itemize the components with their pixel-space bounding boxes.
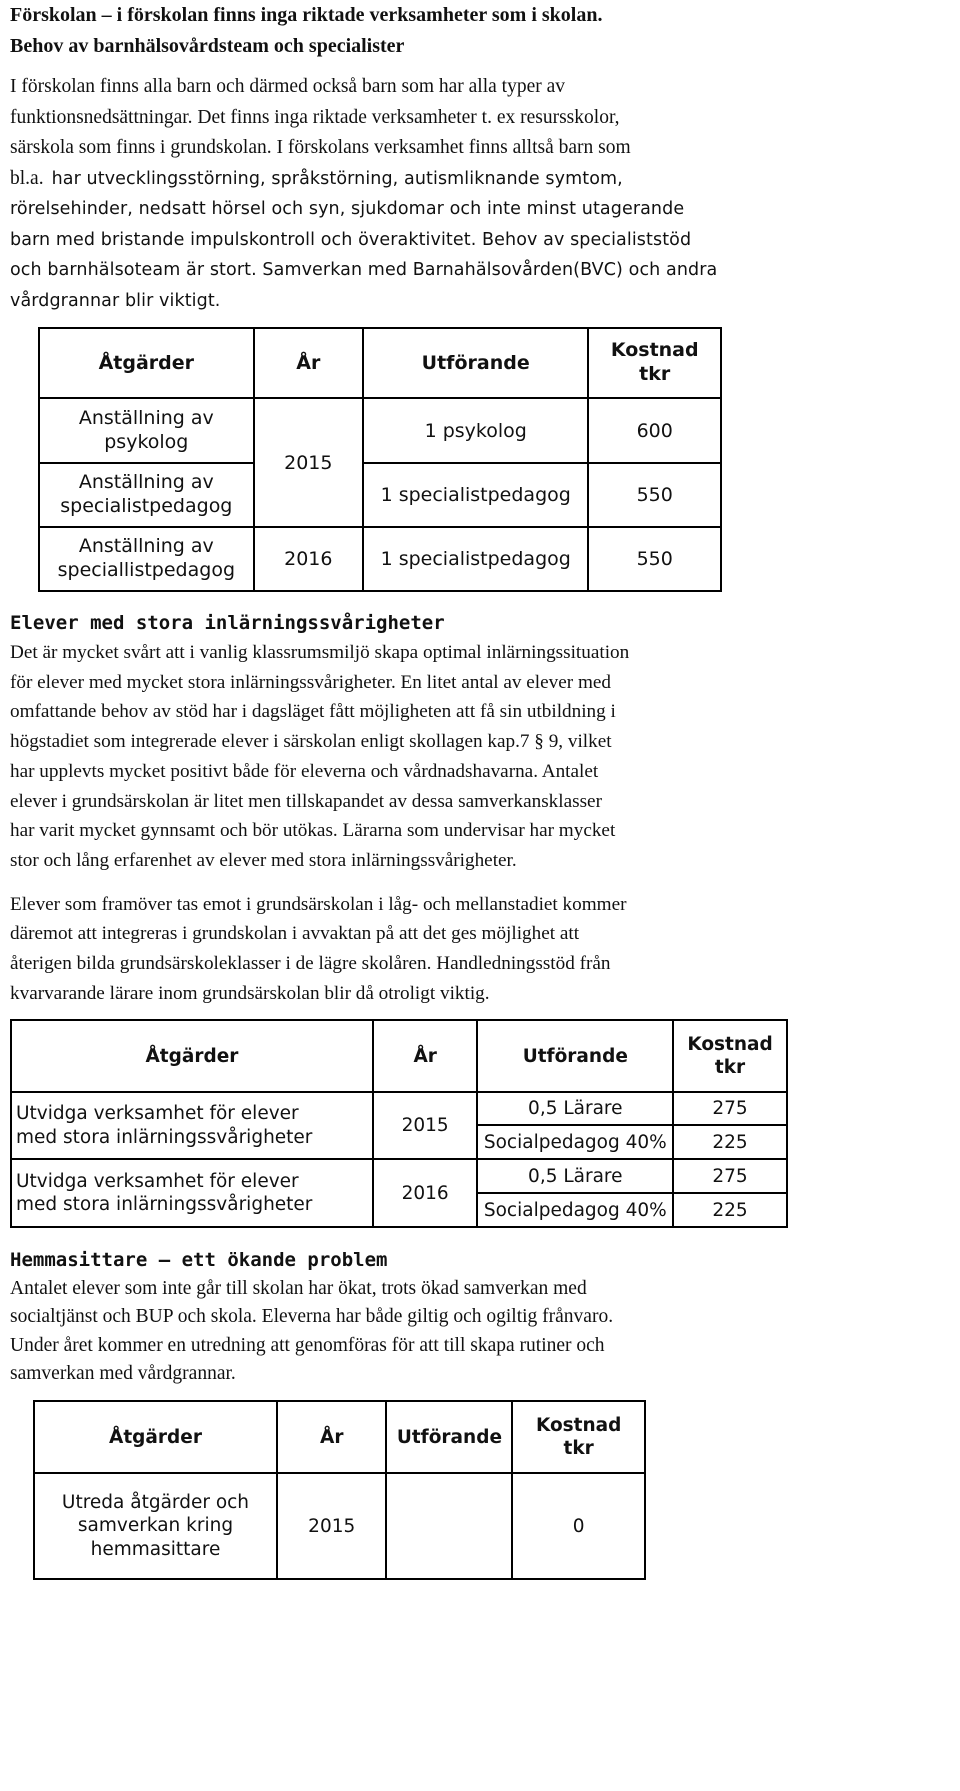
paragraph-line: samverkan med vårdgrannar. <box>10 1363 236 1385</box>
paragraph-line: funktionsnedsättningar. Det finns inga riktade verksamheter t. ex resursskolor, <box>10 106 620 128</box>
section-title-line-1: Förskolan – i förskolan finns inga riktade verksamheter som i skolan. <box>10 4 603 26</box>
cell-text: Anställning av <box>78 535 214 558</box>
cell-ar: 2015 <box>373 1092 478 1159</box>
header-atgarder: Åtgärder <box>34 1401 277 1473</box>
paragraph-line: Antalet elever som inte går till skolan har ökat, trots ökad samverkan med <box>10 1278 587 1299</box>
table-row <box>11 1159 787 1193</box>
cell-atgard <box>39 527 254 591</box>
cell-kostnad: 225 <box>673 1193 787 1227</box>
cell-text: Anställning av <box>78 471 214 494</box>
header-kostnad <box>673 1020 787 1092</box>
header-kostnad-l2: tkr <box>563 1438 594 1459</box>
cell-utforande: 0,5 Lärare <box>477 1159 673 1193</box>
header-kostnad <box>512 1401 645 1473</box>
cell-text: Utvidga verksamhet för elever <box>16 1103 299 1125</box>
cell-utforande: Socialpedagog 40% <box>477 1125 673 1159</box>
cell-atgard <box>11 1159 373 1227</box>
cell-utforande: 1 psykolog <box>363 398 588 463</box>
header-kostnad-l1: Kostnad <box>535 1414 622 1436</box>
cell-ar: 2015 <box>254 398 363 527</box>
paragraph-line: och barnhälsoteam är stort. Samverkan med Barnahälsovården(BVC) och andra <box>10 260 718 280</box>
section-heading: Elever med stora inlärningssvårigheter <box>10 612 445 634</box>
header-utforande: Utförande <box>477 1020 673 1092</box>
cell-text: med stora inlärningssvårigheter <box>16 1194 313 1215</box>
paragraph-line: har varit mycket gynnsamt och bör utökas. Lärarna som undervisar har mycket <box>10 820 616 842</box>
paragraph-line: Elever som framöver tas emot i grundsärskolan i låg- och mellanstadiet kommer <box>10 893 627 915</box>
paragraph-line <box>10 164 950 195</box>
paragraph-line: rörelsehinder, nedsatt hörsel och syn, sjukdomar och inte minst utagerande <box>10 199 685 219</box>
cell-ar: 2016 <box>373 1159 478 1227</box>
section-hemmasittare <box>10 1245 950 1389</box>
section-title-line-2: Behov av barnhälsovårdsteam och specialister <box>10 34 405 57</box>
cell-text: psykolog <box>104 430 189 453</box>
cell-kostnad: 550 <box>588 463 721 527</box>
paragraph-line: omfattande behov av stöd har i dagsläget fått möjligheten att få sin utbildning i <box>10 701 616 723</box>
cell-ar: 2016 <box>254 527 363 591</box>
header-atgarder: Åtgärder <box>11 1020 373 1092</box>
paragraph-line: Det är mycket svårt att i vanlig klassrumsmiljö skapa optimal inlärningssituation <box>10 642 630 663</box>
header-atgarder: Åtgärder <box>39 328 254 398</box>
cell-text: Utvidga verksamhet för elever <box>16 1170 299 1192</box>
cell-utforande: 1 specialistpedagog <box>363 527 588 591</box>
cell-kostnad: 275 <box>673 1159 787 1193</box>
cell-utforande <box>386 1473 512 1579</box>
table-row <box>34 1473 645 1579</box>
cell-atgard <box>39 398 254 463</box>
cell-atgard <box>11 1092 373 1159</box>
header-utforande: Utförande <box>363 328 588 398</box>
header-ar: År <box>254 328 363 398</box>
cost-table-inlarning <box>10 1019 788 1228</box>
table-row <box>39 463 721 527</box>
header-kostnad-l1: Kostnad <box>610 339 699 362</box>
header-kostnad-l1: Kostnad <box>687 1033 773 1055</box>
paragraph-line: barn med bristande impulskontroll och överaktivitet. Behov av specialiststöd <box>10 229 692 250</box>
cell-utforande: 0,5 Lärare <box>477 1092 673 1125</box>
cell-text: hemmasittare <box>90 1538 221 1560</box>
cell-utforande: 1 specialistpedagog <box>363 463 588 527</box>
section-forskola <box>10 0 950 316</box>
section-heading: Hemmasittare – ett ökande problem <box>10 1249 388 1271</box>
cell-kostnad: 600 <box>588 398 721 463</box>
cell-kostnad: 0 <box>512 1473 645 1579</box>
paragraph-line: för elever med mycket stora inlärningssvårigheter. En litet antal av elever med <box>10 671 611 693</box>
header-ar: År <box>277 1401 386 1473</box>
paragraph-line: socialtjänst och BUP och skola. Eleverna har både giltig och ogiltig frånvaro. <box>10 1306 614 1328</box>
cell-text: samverkan kring <box>77 1515 234 1537</box>
paragraph-line: vårdgrannar blir viktigt. <box>10 290 221 311</box>
paragraph-line: särskola som finns i grundskolan. I förskolans verksamhet finns alltså barn som <box>10 137 631 158</box>
cell-text: speciallistpedagog <box>57 559 236 581</box>
cell-text: Utreda åtgärder och <box>61 1492 250 1514</box>
cell-text: med stora inlärningssvårigheter <box>16 1126 313 1148</box>
cell-utforande: Socialpedagog 40% <box>477 1193 673 1227</box>
section-inlarning <box>10 608 950 1008</box>
paragraph-line: kvarvarande lärare inom grundsärskolan blir då otroligt viktig. <box>10 982 490 1004</box>
paragraph-line: högstadiet som integrerade elever i särskolan enligt skollagen kap.7 § 9, vilket <box>10 731 612 753</box>
paragraph-fragment: bl.a. <box>10 167 44 189</box>
cell-ar: 2015 <box>277 1473 386 1579</box>
cell-atgard <box>39 463 254 527</box>
paragraph-line: elever i grundsärskolan är litet men tillskapandet av dessa samverkansklasser <box>10 790 602 812</box>
header-utforande: Utförande <box>386 1401 512 1473</box>
cell-text: specialistpedagog <box>60 495 233 517</box>
paragraph-line: däremot att integreras i grundskolan i avvaktan på att det ges möjlighet att <box>10 923 580 945</box>
paragraph-fragment: har utvecklingsstörning, språkstörning, autismliknande symtom, <box>51 168 623 189</box>
paragraph-line: har upplevts mycket positivt både för eleverna och vårdnadshavarna. Antalet <box>10 760 599 782</box>
header-kostnad <box>588 328 721 398</box>
table-row <box>39 398 721 463</box>
cell-kostnad: 550 <box>588 527 721 591</box>
table-row <box>11 1092 787 1125</box>
paragraph-line: återigen bilda grundsärskoleklasser i de lägre skolåren. Handledningsstöd från <box>10 953 611 975</box>
paragraph-line: Under året kommer en utredning att genomföras för att till skapa rutiner och <box>10 1334 605 1356</box>
paragraph-line: stor och lång erfarenhet av elever med stora inlärningssvårigheter. <box>10 849 517 871</box>
cost-table-forskola <box>38 327 722 592</box>
cell-kostnad: 225 <box>673 1125 787 1159</box>
cell-atgard <box>34 1473 277 1579</box>
header-ar: År <box>373 1020 478 1092</box>
cell-kostnad: 275 <box>673 1092 787 1125</box>
paragraph-line: I förskolan finns alla barn och därmed också barn som har alla typer av <box>10 76 566 97</box>
cell-text: Anställning av <box>78 406 214 429</box>
cost-table-hemmasittare <box>33 1400 646 1580</box>
header-kostnad-l2: tkr <box>639 363 671 385</box>
header-kostnad-l2: tkr <box>714 1057 746 1078</box>
table-row <box>39 527 721 591</box>
